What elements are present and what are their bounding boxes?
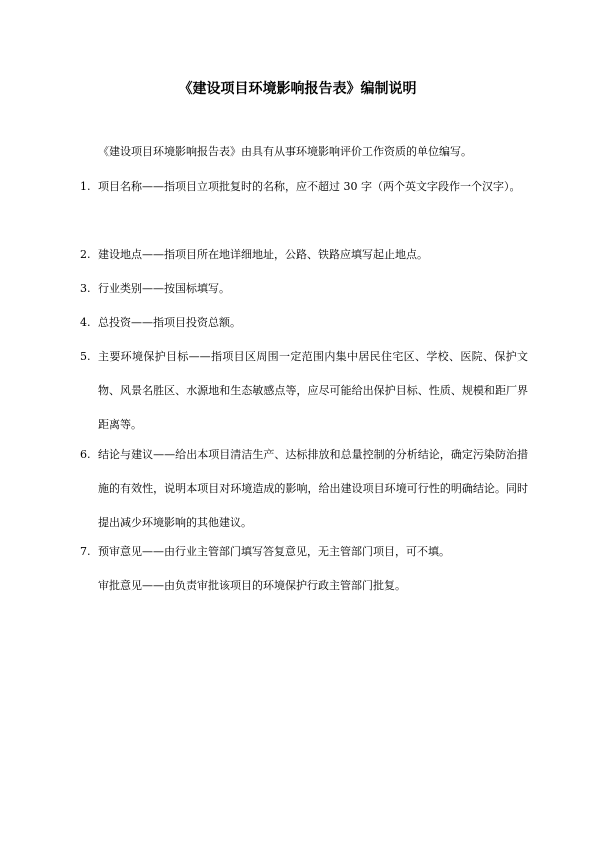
list-item-text: 项目名称——指项目立项批复时的名称，应不超过 30 字（两个英文字段作一个汉字）。 (98, 180, 521, 193)
approval-paragraph: 审批意见——由负责审批该项目的环境保护行政主管部门批复。 (98, 579, 406, 592)
intro-paragraph: 《建设项目环境影响报告表》由具有从事环境影响评价工作资质的单位编写。 (98, 145, 472, 158)
list-item-text: 主要环境保护目标——指项目区周围一定范围内集中居民住宅区、学校、医院、保护文物、风景名胜区、水源地和生态敏感点等，应尽可能给出保护目标、性质、规模和距厂界距离等。 (98, 350, 528, 431)
list-item-text: 预审意见——由行业主管部门填写答复意见，无主管部门项目，可不填。 (98, 545, 450, 558)
list-item-number: 1. (80, 180, 91, 193)
list-item-preliminary-review (80, 535, 530, 569)
list-item-text: 行业类别——按国标填写。 (98, 282, 230, 295)
list-item-text: 总投资——指项目投资总额。 (98, 316, 241, 329)
page-title: 《建设项目环境影响报告表》编制说明 (178, 81, 417, 97)
list-item-number: 5. (80, 350, 91, 363)
list-item-text: 结论与建议——给出本项目清洁生产、达标排放和总量控制的分析结论，确定污染防治措施的有效性，说明本项目对环境造成的影响，给出建设项目环境可行性的明确结论。同时提出减少环境影响的其他建议。 (98, 448, 528, 529)
list-item-investment (80, 306, 530, 340)
list-item-number: 2. (80, 248, 91, 261)
list-item-location (80, 238, 530, 272)
list-item-number: 3. (80, 282, 91, 295)
list-item-number: 4. (80, 316, 91, 329)
list-item-text: 建设地点——指项目所在地详细地址，公路、铁路应填写起止地点。 (98, 248, 428, 261)
list-item-number: 7. (80, 545, 91, 558)
list-item-project-name (80, 170, 530, 204)
list-item-protection-targets (80, 340, 530, 442)
list-item-industry (80, 272, 530, 306)
list-item-number: 6. (80, 448, 91, 461)
list-item-conclusions (80, 438, 530, 540)
